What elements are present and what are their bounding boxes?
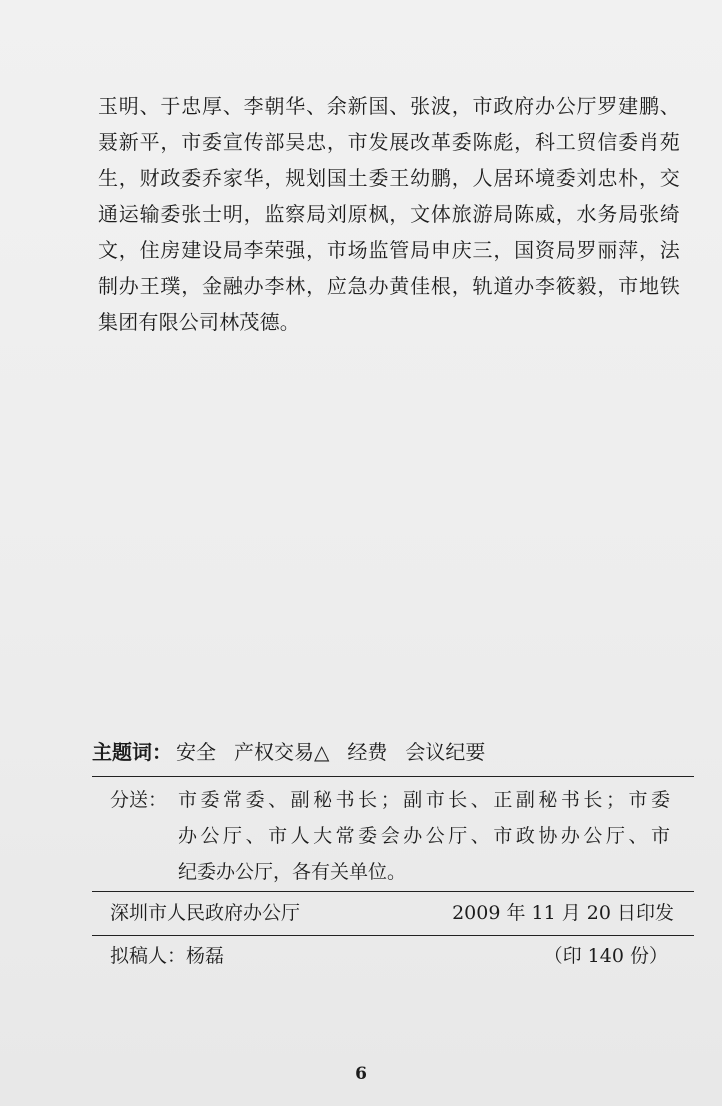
keyword-item: 经费 [347,740,388,764]
distribution-label: 分送： [110,789,168,811]
keyword-item: 会议纪要 [405,740,486,764]
distribution-line: 市委常委、副秘书长；副市长、正副秘书长；市委 [178,789,670,811]
attendee-line: 集团有限公司林茂德。 [98,310,300,334]
distribution-list [110,782,670,890]
attendee-line: 聂新平，市委宣传部吴忠，市发展改革委陈彪，科工贸信委肖苑 [98,130,680,154]
drafter-name: 杨磊 [186,945,225,967]
drafter-row [110,940,668,972]
drafter-label: 拟稿人： [110,945,187,967]
attendee-line: 制办王璞，金融办李林，应急办黄佳根，轨道办李筱毅，市地铁 [98,274,680,298]
attendee-line: 生，财政委乔家华，规划国土委王幼鹏，人居环境委刘忠朴，交 [98,166,680,190]
attendee-list [98,88,680,340]
attendee-line: 通运输委张士明，监察局刘原枫，文体旅游局陈威，水务局张绮 [98,202,680,226]
attendee-line: 玉明、于忠厚、李朝华、余新国、张波，市政府办公厅罗建鹏、 [98,94,680,118]
keywords-label: 主题词： [92,740,172,764]
divider-line [92,776,694,777]
keyword-item: 安全 [176,740,216,764]
page-number: 6 [355,1064,367,1084]
attendee-line: 文，住房建设局李荣强，市场监管局申庆三，国资局罗丽萍，法 [98,238,680,262]
divider-line [92,935,694,936]
issuer-row [110,897,674,929]
subject-keywords [92,737,499,767]
distribution-line: 办公厅、市人大常委会办公厅、市政协办公厅、市 [178,825,670,847]
issue-date: 2009 年 11 月 20 日印发 [452,902,674,924]
distribution-line: 纪委办公厅，各有关单位。 [178,861,407,883]
divider-line [92,891,694,892]
issuing-organization: 深圳市人民政府办公厅 [110,902,301,924]
print-copies: （印 140 份） [543,945,668,967]
keyword-item: 产权交易△ [234,740,330,764]
